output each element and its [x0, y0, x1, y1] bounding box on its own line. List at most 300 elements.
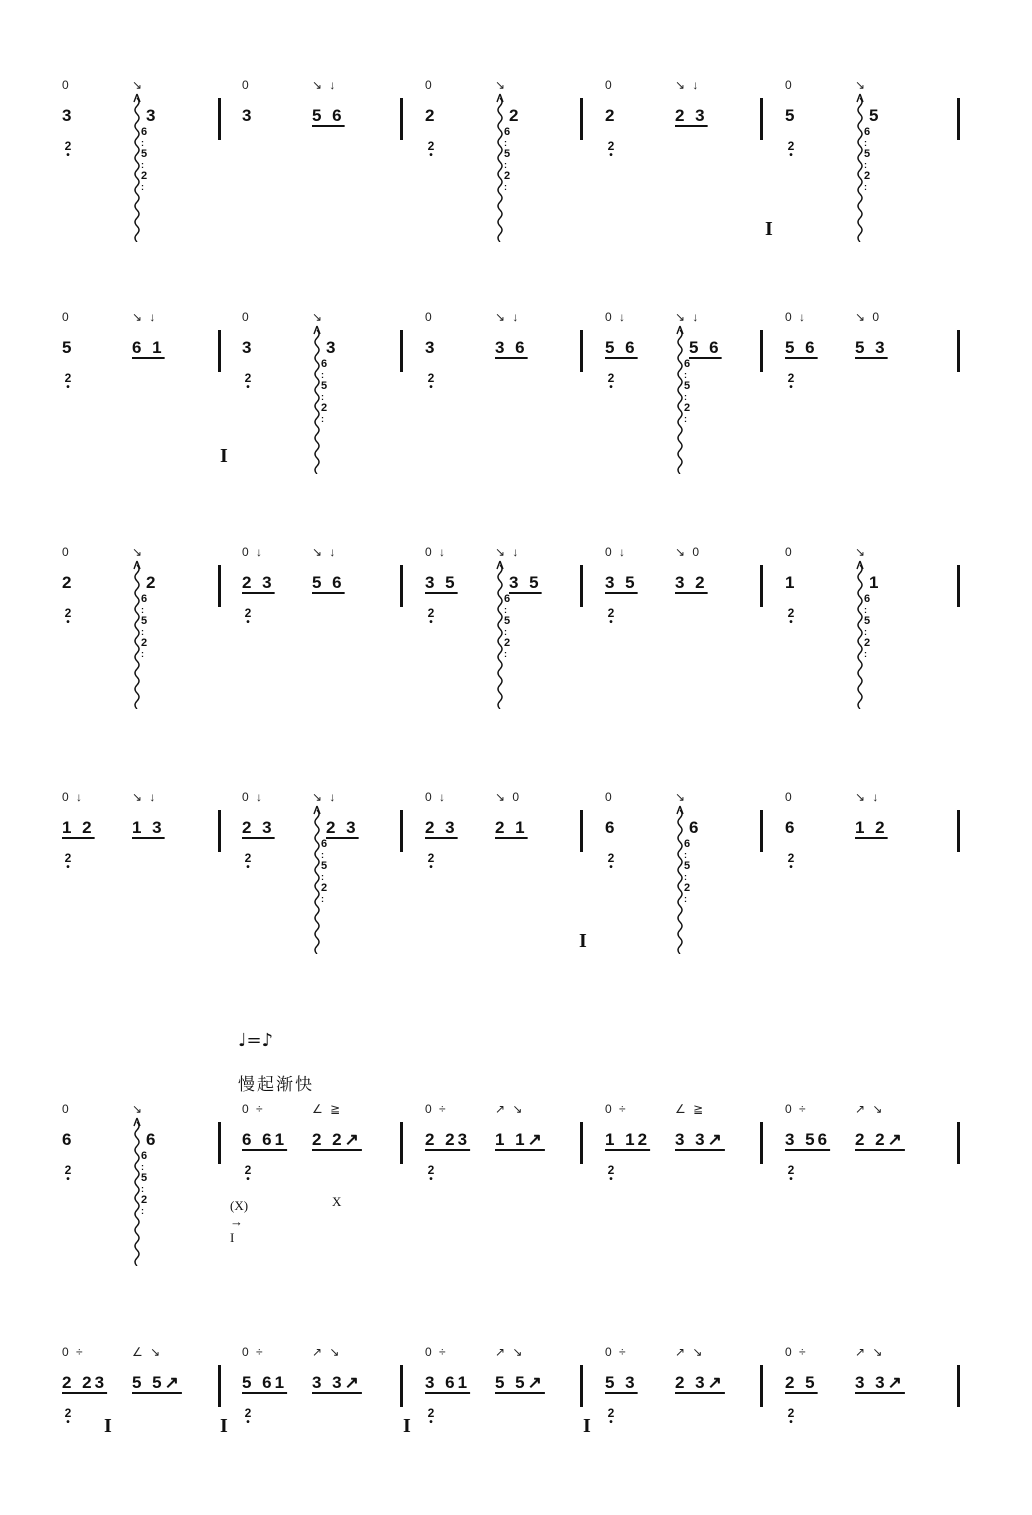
note-text: 2 3↗: [675, 1373, 725, 1392]
arpeggio-note: 5: [141, 615, 148, 627]
note-text: 2 3: [425, 818, 458, 837]
position-marker: I: [765, 218, 773, 240]
bass-note: 2 •: [62, 140, 74, 160]
barline: [400, 1365, 403, 1407]
barline: [957, 810, 960, 852]
note-text: 3 2: [675, 573, 708, 592]
octave-dot: :: [864, 605, 867, 615]
bass-note: 2 •: [242, 1407, 254, 1427]
technique-mark: ↘: [132, 545, 145, 559]
bass-note: 2 •: [62, 852, 74, 872]
octave-dot: •: [66, 1174, 70, 1185]
bass-note: 2 •: [425, 1164, 437, 1184]
note-text: 2: [509, 106, 522, 125]
arpeggio-notes: [141, 1150, 147, 1216]
technique-mark: 0 ÷: [605, 1345, 628, 1359]
octave-dot: •: [429, 382, 433, 393]
technique-mark: 0 ÷: [242, 1102, 265, 1116]
arpeggio-notes: [321, 358, 327, 424]
arpeggio-note: 2: [504, 170, 511, 182]
barline: [760, 810, 763, 852]
technique-mark: ∠ ↘: [132, 1345, 163, 1359]
octave-dot: •: [66, 1417, 70, 1428]
octave-dot: :: [864, 138, 867, 148]
bass-note: 2 •: [785, 1407, 797, 1427]
barline: [957, 98, 960, 140]
arpeggio-note: 2: [504, 637, 511, 649]
arpeggio-note: 5: [504, 148, 511, 160]
bass-note: 2 •: [62, 372, 74, 392]
technique-mark: 0: [425, 78, 434, 92]
note-text: 5 6: [605, 338, 638, 357]
octave-dot: :: [864, 160, 867, 170]
note-text: 3: [62, 106, 75, 125]
octave-dot: •: [246, 382, 250, 393]
technique-mark: 0 ÷: [62, 1345, 85, 1359]
bass-note: 2 •: [785, 140, 797, 160]
position-marker: I: [220, 445, 228, 467]
arpeggio-note: 5: [864, 615, 871, 627]
bass-note: 2 •: [425, 140, 437, 160]
note-text: 5: [869, 106, 882, 125]
barline: [400, 810, 403, 852]
note-text: 2: [605, 106, 618, 125]
arpeggio-note: 5: [321, 860, 328, 872]
arpeggio-note: 2: [684, 882, 691, 894]
note-text: 3: [146, 106, 159, 125]
bass-note: 2 •: [605, 1407, 617, 1427]
barline: [760, 98, 763, 140]
octave-dot: •: [66, 617, 70, 628]
arpeggio-note: 6: [864, 126, 871, 138]
arpeggio-notes: [684, 358, 690, 424]
note-text: 6: [605, 818, 618, 837]
note-text: 2: [62, 573, 75, 592]
score-row: [0, 790, 1032, 990]
note-text: 1 12: [605, 1130, 651, 1149]
octave-dot: •: [429, 1417, 433, 1428]
technique-mark: 0 ↓: [605, 545, 628, 559]
arpeggio-notes: [504, 126, 510, 192]
arpeggio-note: 5: [141, 148, 148, 160]
note-text: 3 56: [785, 1130, 831, 1149]
note-text: 3: [326, 338, 339, 357]
arpeggio-note: 2: [141, 1194, 148, 1206]
x-mark: X: [332, 1194, 342, 1209]
octave-dot: •: [429, 150, 433, 161]
note-text: 2: [146, 573, 159, 592]
technique-mark: 0 ÷: [605, 1102, 628, 1116]
technique-mark: ↘ ↓: [495, 545, 521, 559]
barline: [218, 810, 221, 852]
position-marker: I: [104, 1415, 112, 1437]
technique-mark: ↘ ↓: [675, 310, 701, 324]
technique-mark: ↘: [855, 545, 868, 559]
bass-note: 2 •: [605, 607, 617, 627]
note-text: 2 3: [675, 106, 708, 125]
score-row: [0, 1345, 1032, 1515]
note-text: 3: [242, 106, 255, 125]
bass-note: 2 •: [605, 140, 617, 160]
technique-mark: 0 ↓: [62, 790, 85, 804]
barline: [580, 1122, 583, 1164]
note-text: 6: [146, 1130, 159, 1149]
note-text: 2 3: [242, 818, 275, 837]
technique-mark: ↘ ↓: [855, 790, 881, 804]
score-row: [0, 545, 1032, 745]
arpeggio-note: 2: [864, 170, 871, 182]
note-text: 2 3: [326, 818, 359, 837]
note-text: 2 5: [785, 1373, 818, 1392]
octave-dot: :: [684, 894, 687, 904]
bass-note: 2 •: [785, 372, 797, 392]
arpeggio-note: 6: [321, 358, 328, 370]
technique-mark: ↘: [132, 1102, 145, 1116]
technique-mark: ↘ ↓: [132, 310, 158, 324]
technique-mark: ↘ 0: [855, 310, 882, 324]
note-text: 2 23: [62, 1373, 108, 1392]
octave-dot: :: [141, 1162, 144, 1172]
arpeggio-note: 5: [684, 860, 691, 872]
technique-mark: ↘ ↓: [312, 790, 338, 804]
octave-dot: :: [321, 414, 324, 424]
arpeggio-note: 2: [864, 637, 871, 649]
barline: [400, 565, 403, 607]
note-text: 3 61: [425, 1373, 471, 1392]
octave-dot: •: [789, 862, 793, 873]
bass-note: 2 •: [785, 852, 797, 872]
barline: [580, 98, 583, 140]
bass-note: 2 •: [425, 1407, 437, 1427]
note-text: 5 3: [605, 1373, 638, 1392]
bass-note: 2 •: [425, 607, 437, 627]
technique-mark: ↗ ↘: [495, 1345, 525, 1359]
technique-mark: 0 ↓: [242, 790, 265, 804]
barline: [400, 330, 403, 372]
technique-mark: ↗ ↘: [855, 1102, 885, 1116]
technique-mark: 0 ÷: [425, 1345, 448, 1359]
technique-mark: ↘: [495, 78, 508, 92]
barline: [957, 1365, 960, 1407]
note-text: 3: [242, 338, 255, 357]
octave-dot: •: [429, 862, 433, 873]
octave-dot: :: [504, 649, 507, 659]
note-text: 5 5↗: [132, 1373, 182, 1392]
note-text: 1 1↗: [495, 1130, 545, 1149]
technique-mark: ↘ 0: [675, 545, 702, 559]
bass-note: 2 •: [242, 1164, 254, 1184]
technique-mark: 0: [425, 310, 434, 324]
arpeggio-notes: [321, 838, 327, 904]
technique-mark: 0 ÷: [242, 1345, 265, 1359]
tempo-equation: ♩=♪: [238, 1030, 274, 1051]
octave-dot: :: [504, 605, 507, 615]
score-row: [0, 310, 1032, 510]
octave-dot: :: [141, 1206, 144, 1216]
technique-mark: 0: [62, 310, 71, 324]
octave-dot: •: [66, 150, 70, 161]
technique-mark: ↘ ↓: [675, 78, 701, 92]
note-text: 5 3: [855, 338, 888, 357]
bass-note: 2 •: [242, 372, 254, 392]
bass-note: 2 •: [62, 1407, 74, 1427]
technique-mark: ↘: [312, 310, 325, 324]
note-text: 1: [869, 573, 882, 592]
octave-dot: :: [141, 182, 144, 192]
octave-dot: •: [246, 862, 250, 873]
note-text: 5 5↗: [495, 1373, 545, 1392]
arpeggio-note: 5: [321, 380, 328, 392]
arpeggio-note: 6: [684, 358, 691, 370]
arpeggio-note: 5: [684, 380, 691, 392]
score-row: [0, 78, 1032, 278]
barline: [580, 1365, 583, 1407]
octave-dot: •: [789, 382, 793, 393]
barline: [218, 1365, 221, 1407]
note-text: 1 2: [855, 818, 888, 837]
bass-note: 2 •: [605, 1164, 617, 1184]
note-text: 3 5: [425, 573, 458, 592]
bass-note: 2 •: [62, 1164, 74, 1184]
technique-mark: 0 ↓: [785, 310, 808, 324]
technique-mark: ↘: [675, 790, 688, 804]
technique-mark: 0 ÷: [785, 1102, 808, 1116]
technique-mark: 0: [62, 1102, 71, 1116]
note-text: 6 61: [242, 1130, 288, 1149]
note-text: 5 6: [785, 338, 818, 357]
technique-mark: 0: [785, 790, 794, 804]
octave-dot: :: [321, 872, 324, 882]
bass-note: 2 •: [425, 852, 437, 872]
technique-mark: ↘ 0: [495, 790, 522, 804]
technique-mark: 0: [242, 78, 251, 92]
arpeggio-note: 5: [504, 615, 511, 627]
technique-mark: ↘ ↓: [132, 790, 158, 804]
note-text: 5 6: [689, 338, 722, 357]
position-marker: I: [579, 930, 587, 952]
octave-dot: •: [609, 862, 613, 873]
octave-dot: •: [429, 617, 433, 628]
octave-dot: :: [684, 872, 687, 882]
position-marker: I: [403, 1415, 411, 1437]
barline: [218, 330, 221, 372]
arpeggio-note: 6: [141, 126, 148, 138]
octave-dot: :: [141, 627, 144, 637]
technique-mark: ↗ ↘: [855, 1345, 885, 1359]
technique-mark: ↘: [855, 78, 868, 92]
octave-dot: :: [684, 392, 687, 402]
octave-dot: :: [321, 894, 324, 904]
barline: [580, 565, 583, 607]
note-text: 2 2↗: [855, 1130, 905, 1149]
position-marker: I: [583, 1415, 591, 1437]
octave-dot: :: [321, 850, 324, 860]
note-text: 3 6: [495, 338, 528, 357]
technique-mark: 0 ↓: [605, 310, 628, 324]
technique-mark: 0 ↓: [242, 545, 265, 559]
octave-dot: •: [609, 150, 613, 161]
barline: [957, 565, 960, 607]
bass-note: 2 •: [62, 607, 74, 627]
position-marker: I: [220, 1415, 228, 1437]
barline: [400, 98, 403, 140]
bass-note: 2 •: [785, 607, 797, 627]
octave-dot: •: [789, 150, 793, 161]
octave-dot: :: [504, 160, 507, 170]
barline: [760, 565, 763, 607]
octave-dot: :: [504, 138, 507, 148]
octave-dot: :: [321, 392, 324, 402]
arpeggio-note: 6: [141, 593, 148, 605]
octave-dot: :: [141, 138, 144, 148]
technique-mark: 0: [605, 790, 614, 804]
technique-mark: 0: [62, 545, 71, 559]
technique-mark: ↘ ↓: [495, 310, 521, 324]
octave-dot: :: [141, 649, 144, 659]
note-text: 2 3: [242, 573, 275, 592]
note-text: 3 5: [509, 573, 542, 592]
note-text: 6: [62, 1130, 75, 1149]
note-text: 3 3↗: [675, 1130, 725, 1149]
octave-dot: :: [864, 182, 867, 192]
bass-note: 2 •: [242, 607, 254, 627]
note-text: 3 3↗: [312, 1373, 362, 1392]
arpeggio-notes: [141, 126, 147, 192]
note-text: 5 6: [312, 106, 345, 125]
arpeggio-note: 2: [141, 170, 148, 182]
technique-mark: 0: [785, 545, 794, 559]
technique-mark: ↗ ↘: [495, 1102, 525, 1116]
arpeggio-note: 6: [864, 593, 871, 605]
octave-dot: •: [246, 1417, 250, 1428]
octave-dot: •: [609, 1174, 613, 1185]
note-text: 1 2: [62, 818, 95, 837]
note-text: 5: [62, 338, 75, 357]
bass-note: 2 •: [605, 852, 617, 872]
note-text: 5 6: [312, 573, 345, 592]
technique-mark: ↘ ↓: [312, 78, 338, 92]
octave-dot: :: [864, 649, 867, 659]
barline: [218, 565, 221, 607]
octave-dot: •: [609, 382, 613, 393]
arpeggio-note: 2: [684, 402, 691, 414]
tempo-instruction: 慢起渐快: [238, 1075, 314, 1095]
barline: [760, 1365, 763, 1407]
octave-dot: •: [609, 617, 613, 628]
octave-dot: •: [246, 617, 250, 628]
note-text: 3 3↗: [855, 1373, 905, 1392]
bass-note: 2 •: [242, 852, 254, 872]
arpeggio-note: 6: [684, 838, 691, 850]
arpeggio-notes: [141, 593, 147, 659]
fingering-transition: (X) → I: [230, 1198, 249, 1245]
technique-mark: 0 ÷: [785, 1345, 808, 1359]
note-text: 6 1: [132, 338, 165, 357]
bass-note: 2 •: [425, 372, 437, 392]
arpeggio-note: 5: [141, 1172, 148, 1184]
arpeggio-notes: [864, 126, 870, 192]
octave-dot: •: [789, 617, 793, 628]
arpeggio-note: 2: [321, 402, 328, 414]
barline: [400, 1122, 403, 1164]
note-text: 3 5: [605, 573, 638, 592]
arpeggio-note: 2: [321, 882, 328, 894]
octave-dot: •: [246, 1174, 250, 1185]
octave-dot: :: [684, 850, 687, 860]
arpeggio-note: 5: [864, 148, 871, 160]
note-text: 1 3: [132, 818, 165, 837]
technique-mark: 0: [62, 78, 71, 92]
barline: [218, 1122, 221, 1164]
arpeggio-note: 6: [321, 838, 328, 850]
note-text: 2 1: [495, 818, 528, 837]
technique-mark: ∠ ≧: [675, 1102, 706, 1116]
octave-dot: :: [321, 370, 324, 380]
octave-dot: •: [429, 1174, 433, 1185]
arpeggio-note: 6: [504, 593, 511, 605]
arpeggio-notes: [684, 838, 690, 904]
note-text: 6: [785, 818, 798, 837]
barline: [580, 810, 583, 852]
technique-mark: 0: [785, 78, 794, 92]
note-text: 6: [689, 818, 702, 837]
octave-dot: •: [609, 1417, 613, 1428]
note-text: 2 2↗: [312, 1130, 362, 1149]
arpeggio-notes: [504, 593, 510, 659]
technique-mark: 0 ↓: [425, 790, 448, 804]
score-row: [0, 1102, 1032, 1302]
barline: [957, 1122, 960, 1164]
octave-dot: :: [864, 627, 867, 637]
arpeggio-note: 6: [504, 126, 511, 138]
arpeggio-note: 2: [141, 637, 148, 649]
technique-mark: 0 ÷: [425, 1102, 448, 1116]
arpeggio-note: 6: [141, 1150, 148, 1162]
bass-note: 2 •: [785, 1164, 797, 1184]
note-text: 1: [785, 573, 798, 592]
barline: [760, 330, 763, 372]
octave-dot: :: [504, 627, 507, 637]
technique-mark: ↘ ↓: [312, 545, 338, 559]
octave-dot: :: [684, 370, 687, 380]
octave-dot: :: [141, 605, 144, 615]
technique-mark: ↗ ↘: [675, 1345, 705, 1359]
octave-dot: •: [66, 862, 70, 873]
note-text: 5: [785, 106, 798, 125]
octave-dot: •: [789, 1174, 793, 1185]
bass-note: 2 •: [605, 372, 617, 392]
technique-mark: 0 ↓: [425, 545, 448, 559]
arpeggio-notes: [864, 593, 870, 659]
octave-dot: :: [141, 160, 144, 170]
barline: [760, 1122, 763, 1164]
octave-dot: :: [504, 182, 507, 192]
octave-dot: :: [141, 1184, 144, 1194]
note-text: 2: [425, 106, 438, 125]
barline: [580, 330, 583, 372]
barline: [218, 98, 221, 140]
note-text: 3: [425, 338, 438, 357]
technique-mark: ↘: [132, 78, 145, 92]
octave-dot: •: [66, 382, 70, 393]
technique-mark: ∠ ≧: [312, 1102, 343, 1116]
octave-dot: :: [684, 414, 687, 424]
octave-dot: •: [789, 1417, 793, 1428]
technique-mark: 0: [242, 310, 251, 324]
note-text: 5 61: [242, 1373, 288, 1392]
technique-mark: 0: [605, 78, 614, 92]
technique-mark: ↗ ↘: [312, 1345, 342, 1359]
